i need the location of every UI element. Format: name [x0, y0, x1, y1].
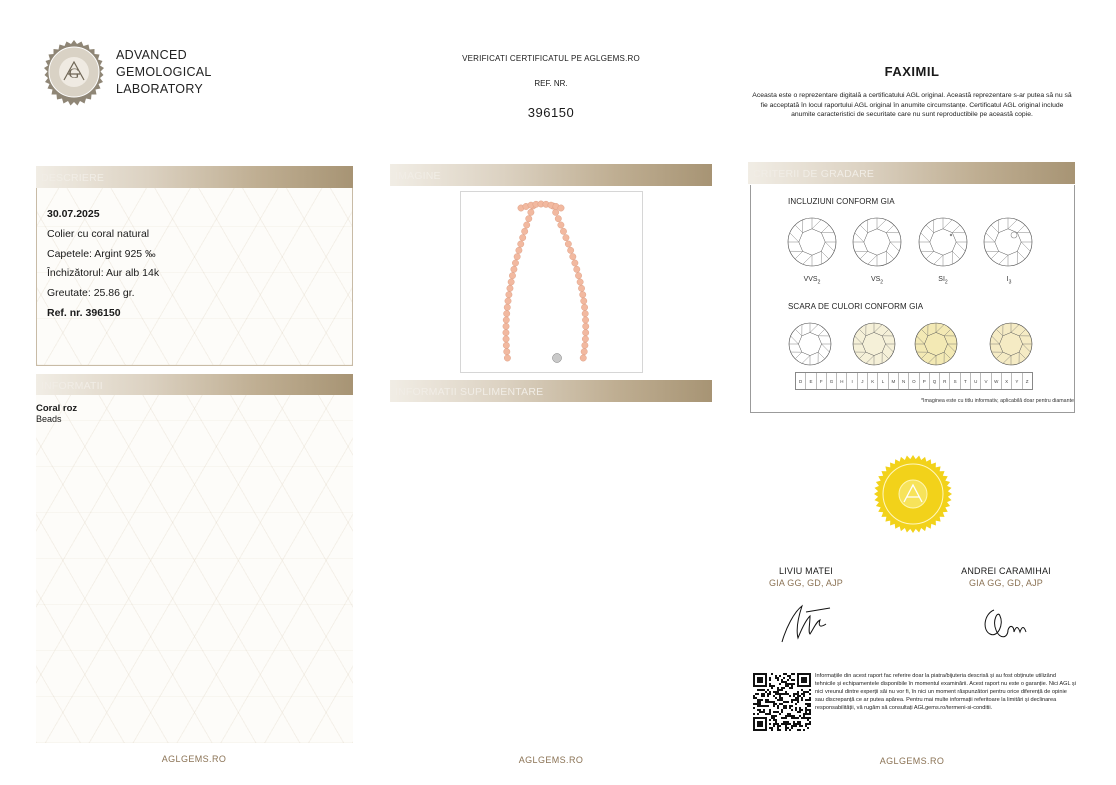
- inclusions-diagrams: [786, 215, 1046, 271]
- color-scale-cell: F: [817, 373, 827, 389]
- signer-title: GIA GG, GD, AJP: [768, 578, 844, 588]
- color-scale-cell: R: [940, 373, 950, 389]
- brand-name: [116, 47, 212, 98]
- informatii-subtitle: Beads: [36, 414, 62, 424]
- descriere-content: [47, 205, 159, 324]
- informatii-box: [36, 395, 353, 743]
- color-scale-cell: V: [981, 373, 991, 389]
- informatii-header: INFORMATII: [36, 374, 353, 396]
- signer-name: LIVIU MATEI: [778, 566, 834, 576]
- color-scale-cell: D: [796, 373, 806, 389]
- descriere-header: DESCRIERE: [36, 166, 353, 188]
- color-scale-cell: Q: [930, 373, 940, 389]
- color-scale-cell: L: [878, 373, 888, 389]
- color-diagrams: [786, 320, 1046, 368]
- ref-label: REF. NR.: [534, 79, 568, 88]
- color-scale-cell: P: [920, 373, 930, 389]
- qr-code-icon[interactable]: [753, 673, 811, 731]
- color-scale-cell: W: [992, 373, 1002, 389]
- color-scale-cell: T: [961, 373, 971, 389]
- inclusions-title: INCLUZIUNI CONFORM GIA: [788, 197, 895, 206]
- imagine-header: IMAGINE: [390, 164, 712, 186]
- color-scale-cell: H: [837, 373, 847, 389]
- faximil-text: Aceasta este o reprezentare digitală a certificatului AGL original. Această reprezentare s-ar putea să nu să fie acceptată în locul raportului AGL original în anumite circumstanțe. Certificatul AGL original include anumite caracteristici de securitate care nu sunt reproductibile pe această copie.: [752, 92, 1072, 119]
- signer-name: ANDREI CARAMIHAI: [961, 566, 1051, 576]
- coral-necklace-image: [461, 192, 642, 372]
- product-image: [460, 191, 643, 373]
- descriere-line: Greutate: 25.86 gr.: [47, 287, 135, 300]
- ref-value: 396150: [527, 105, 575, 120]
- descriere-line: Închizătorul: Aur alb 14k: [47, 267, 160, 280]
- color-scale-bar: [795, 372, 1033, 390]
- grade-label: $I_3$: [1006, 276, 1012, 286]
- color-scale-cell: M: [889, 373, 899, 389]
- legal-text: Informațiile din acest raport fac referire doar la piatra/bijuteria descrisă și au fost obținute utilizând tehnicile și echipamentele disponibile în momentul examinării. Acest raport nu este o garanție. Nici AGL și nici vreunul dintre experții săi nu vor fi, în nici un moment răspunzători pentru orice diferență de opinie sau discrepanță ce ar putea apărea. Pentru mai multe informații referitoare la limitări și declinarea responsabilității, vă rugăm să consultați AGLgems.ro/termeni-si-conditii.: [815, 673, 1076, 711]
- agl-seal-icon: [36, 34, 112, 110]
- color-scale-cell: X: [1002, 373, 1012, 389]
- descriere-line: Colier cu coral natural: [47, 227, 150, 240]
- color-scale-cell: I: [847, 373, 857, 389]
- faximil-title: FAXIMIL: [884, 64, 940, 79]
- color-scale-cell: G: [827, 373, 837, 389]
- color-scale-cell: O: [909, 373, 919, 389]
- informatii-title: Coral roz: [36, 403, 78, 414]
- grade-label: $SI_2$: [938, 276, 948, 286]
- criterii-header: CRITERII DE GRADARE: [748, 162, 1075, 184]
- brand-line-3: LABORATORY: [116, 82, 204, 96]
- color-scale-cell: U: [971, 373, 981, 389]
- criterii-note: *Imaginea este cu titlu informativ, aplicabilă doar pentru diamante: [920, 398, 1074, 404]
- signature-icon: [978, 604, 1034, 644]
- gold-seal-icon: [873, 454, 953, 534]
- descriere-line: Capetele: Argint 925 ‰: [47, 247, 156, 260]
- color-scale-cell: K: [868, 373, 878, 389]
- footer-link[interactable]: AGLGEMS.RO: [879, 756, 945, 766]
- suplimentare-header: INFORMATII SUPLIMENTARE: [390, 380, 712, 402]
- descriere-date: 30.07.2025: [47, 208, 100, 220]
- color-scale-cell: J: [858, 373, 868, 389]
- color-scale-cell: N: [899, 373, 909, 389]
- brand-line-2: GEMOLOGICAL: [116, 65, 212, 79]
- color-scale-cell: Z: [1025, 379, 1029, 384]
- svg-text:G: G: [68, 66, 80, 82]
- colors-title: SCARA DE CULORI CONFORM GIA: [788, 302, 924, 311]
- signature-icon: [776, 598, 836, 646]
- footer-link[interactable]: AGLGEMS.RO: [518, 755, 584, 765]
- verify-link[interactable]: VERIFICATI CERTIFICATUL PE AGLGEMS.RO: [462, 54, 640, 63]
- footer-link[interactable]: AGLGEMS.RO: [161, 754, 227, 764]
- color-scale-cell: Y: [1012, 373, 1022, 389]
- grade-label: $VS_2$: [870, 276, 884, 286]
- grade-label: $VVS_2$: [803, 276, 821, 286]
- color-scale-cell: E: [806, 373, 816, 389]
- signer-title: GIA GG, GD, AJP: [968, 578, 1044, 588]
- color-scale-cell: S: [950, 373, 960, 389]
- brand-line-1: ADVANCED: [116, 48, 187, 62]
- descriere-ref: Ref. nr. 396150: [47, 306, 121, 319]
